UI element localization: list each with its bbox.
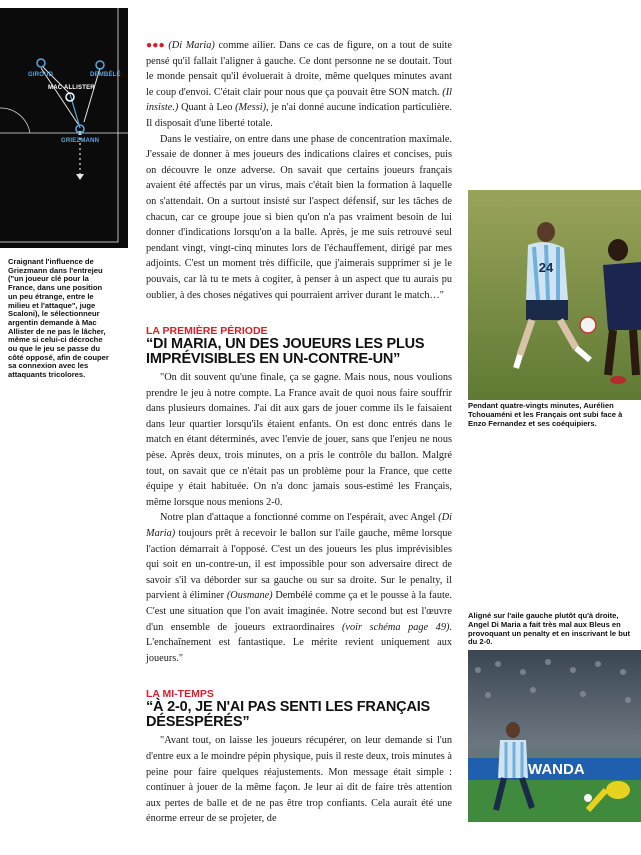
intro-emph: (Di Maria): [168, 40, 215, 51]
section-first-half: [146, 326, 452, 666]
section-kicker: LA PREMIÈRE PÉRIODE: [146, 325, 268, 338]
intro-paragraph: [146, 38, 452, 132]
text-emph: (Di Maria): [146, 512, 452, 540]
photo-match-action: [468, 190, 641, 400]
intro-emph: (Messi): [235, 102, 267, 114]
text-emph: (Ousmane): [226, 590, 273, 602]
diagram-caption: Craignant l'influence de Griezmann dans l'entrejeu ("un joueur clé pour la France, dans une position un peu étrange, entre le milieu et l'attaque", juge Scaloni), le sélectionneur argentin demande à Mac Allister de ne pas le lâcher, même si celui-ci décroche ou que le jeu se passe du côté opposé, afin de couper sa connexion avec les attaquants tricolores.: [8, 257, 109, 380]
section-kicker: LA MI-TEMPS: [146, 688, 214, 701]
article-body: [146, 38, 452, 827]
text-run: . L'enchaînement est fantastique. Le mérite revient uniquement aux joueurs.": [146, 621, 452, 664]
paragraph: Dans le vestiaire, on entre dans une phase de concentration maximale. J'essaie de donner à mes joueurs des indications claires et concises, puis on découvre le onze adverse. On savait que certains joueurs français avaient été affectés par un virus, mais c'était bien la formation à laquelle on s'attendait. On a surtout insisté sur l'aspect défensif, sur les tâches de chacun, car ce groupe joue si bien qu'on n'a pas vraiment besoin de lui donner d'indications lorsqu'on a la balle. Après, je me suis retrouvé seul pendant vingt, vingt-cinq minutes lors de l'échauffement, dirigé par mes adjoints. C'est un moment très difficile, que j'aimerais supprimer si je le pouvais, car là tu te mets à cogiter, à penser à un aspect que tu aurais pu oublier, à des choses négatives qui pourraient arriver durant le match…": [146, 133, 452, 301]
player-label-giroud: GIROUD: [28, 72, 54, 78]
paragraph-dots: ●●●: [146, 40, 165, 51]
photo-di-maria-goal: [468, 650, 641, 822]
intro-emph: (Il insiste.): [146, 86, 452, 114]
intro-text: comme ailier. Dans ce cas de figure, on a tout de suite pensé qu'il fallait l'aligner à gauche. Ce dont personne ne se doutait. Tout le monde pensait qu'il évoluerait à droite, même quelques minutes avant le coup d'envoi. C'était clair pour nous que ça pouvait être SON match.: [146, 40, 452, 98]
intro-text: Quant à Leo: [178, 102, 236, 114]
paragraph: "On dit souvent qu'une finale, ça se gagne. Mais nous, nous voulions prendre le jeu à notre compte. La France avait de quoi nous faire souffrir dans plusieurs domaines. J'ai dit aux gars de jouer comme ils le faisaient dans leur quartier lorsqu'ils étaient enfants. On est donc entrés dans le match en étant déterminés, avec l'envie de jouer, sans que l'enjeu ne nous pèse. Après deux, trois minutes, on a pris le contrôle du ballon. Malgré tout, on savait que ce n'était pas un problème pour la France, que cette équipe y était habituée. On n'a donc jamais sous-estimé les Français, même lorsque nous menions 2-0.: [146, 372, 452, 508]
section-half-time: [146, 689, 452, 827]
section-headline: “DI MARIA, UN DES JOUEURS LES PLUS IMPRÉVISIBLES EN UN-CONTRE-UN”: [146, 336, 425, 367]
tactical-diagram: [0, 8, 128, 248]
text-run: Dembélé comme ça et le pousse à la faute. C'est une situation que l'on avait imaginée. Notre second but est l'œuvre d'un ensemble de joueurs extraordinaires: [146, 590, 452, 633]
text-run: toujours prêt à recevoir le ballon sur l'aile gauche, même lorsque l'action démarrait à l'opposé. C'est un des joueurs les plus imprévisibles qui soit en un-contre-un, il est impossible pour son adversaire direct de savoir s'il va déborder sur sa gauche ou sur sa droite. Sur le penalty, il parvient à éliminer: [146, 528, 452, 602]
text-emph: (voir schéma page 49): [341, 621, 450, 633]
photo-caption: Aligné sur l'aile gauche plutôt qu'à droite, Angel Di Maria a fait très mal aux Bleus en provoquant un penalty et en inscrivant le but du 2-0.: [468, 611, 631, 647]
stadium-banner: WANDA: [528, 761, 585, 778]
paragraph: "Avant tout, on laisse les joueurs récupérer, on leur demande si l'un d'entre eux a le moindre pépin physique, puis il reste deux, trois minutes à peine pour faire quelques réajustements. Mon message était simple : continuer à jouer de la même façon. Je leur ai dit de faire très attention aux pertes de balle et de ne pas être trop confiants. Cela aurait été une énorme erreur de se projeter, de: [146, 735, 452, 825]
photo-caption: Pendant quatre-vingts minutes, Aurélien Tchouaméni et les Français ont subi face à Enzo Fernandez et ses coéquipiers.: [468, 401, 623, 428]
intro-text: , je n'ai donné aucune indication particulière. Il disposait d'une liberté totale.: [146, 102, 452, 129]
jersey-number: 24: [538, 260, 554, 275]
paragraph: [146, 510, 452, 666]
player-label-dembele: DEMBÉLÉ: [90, 72, 121, 78]
player-label-griezmann: GRIEZMANN: [61, 138, 100, 144]
section-headline: “À 2-0, JE N'AI PAS SENTI LES FRANÇAIS DÉSESPÉRÉS”: [146, 699, 431, 730]
player-label-macallister: MAC ALLISTER: [48, 85, 95, 91]
text-run: Notre plan d'attaque a fonctionné comme on l'espérait, avec Angel: [160, 512, 439, 524]
pitch-drawing: [0, 8, 128, 248]
